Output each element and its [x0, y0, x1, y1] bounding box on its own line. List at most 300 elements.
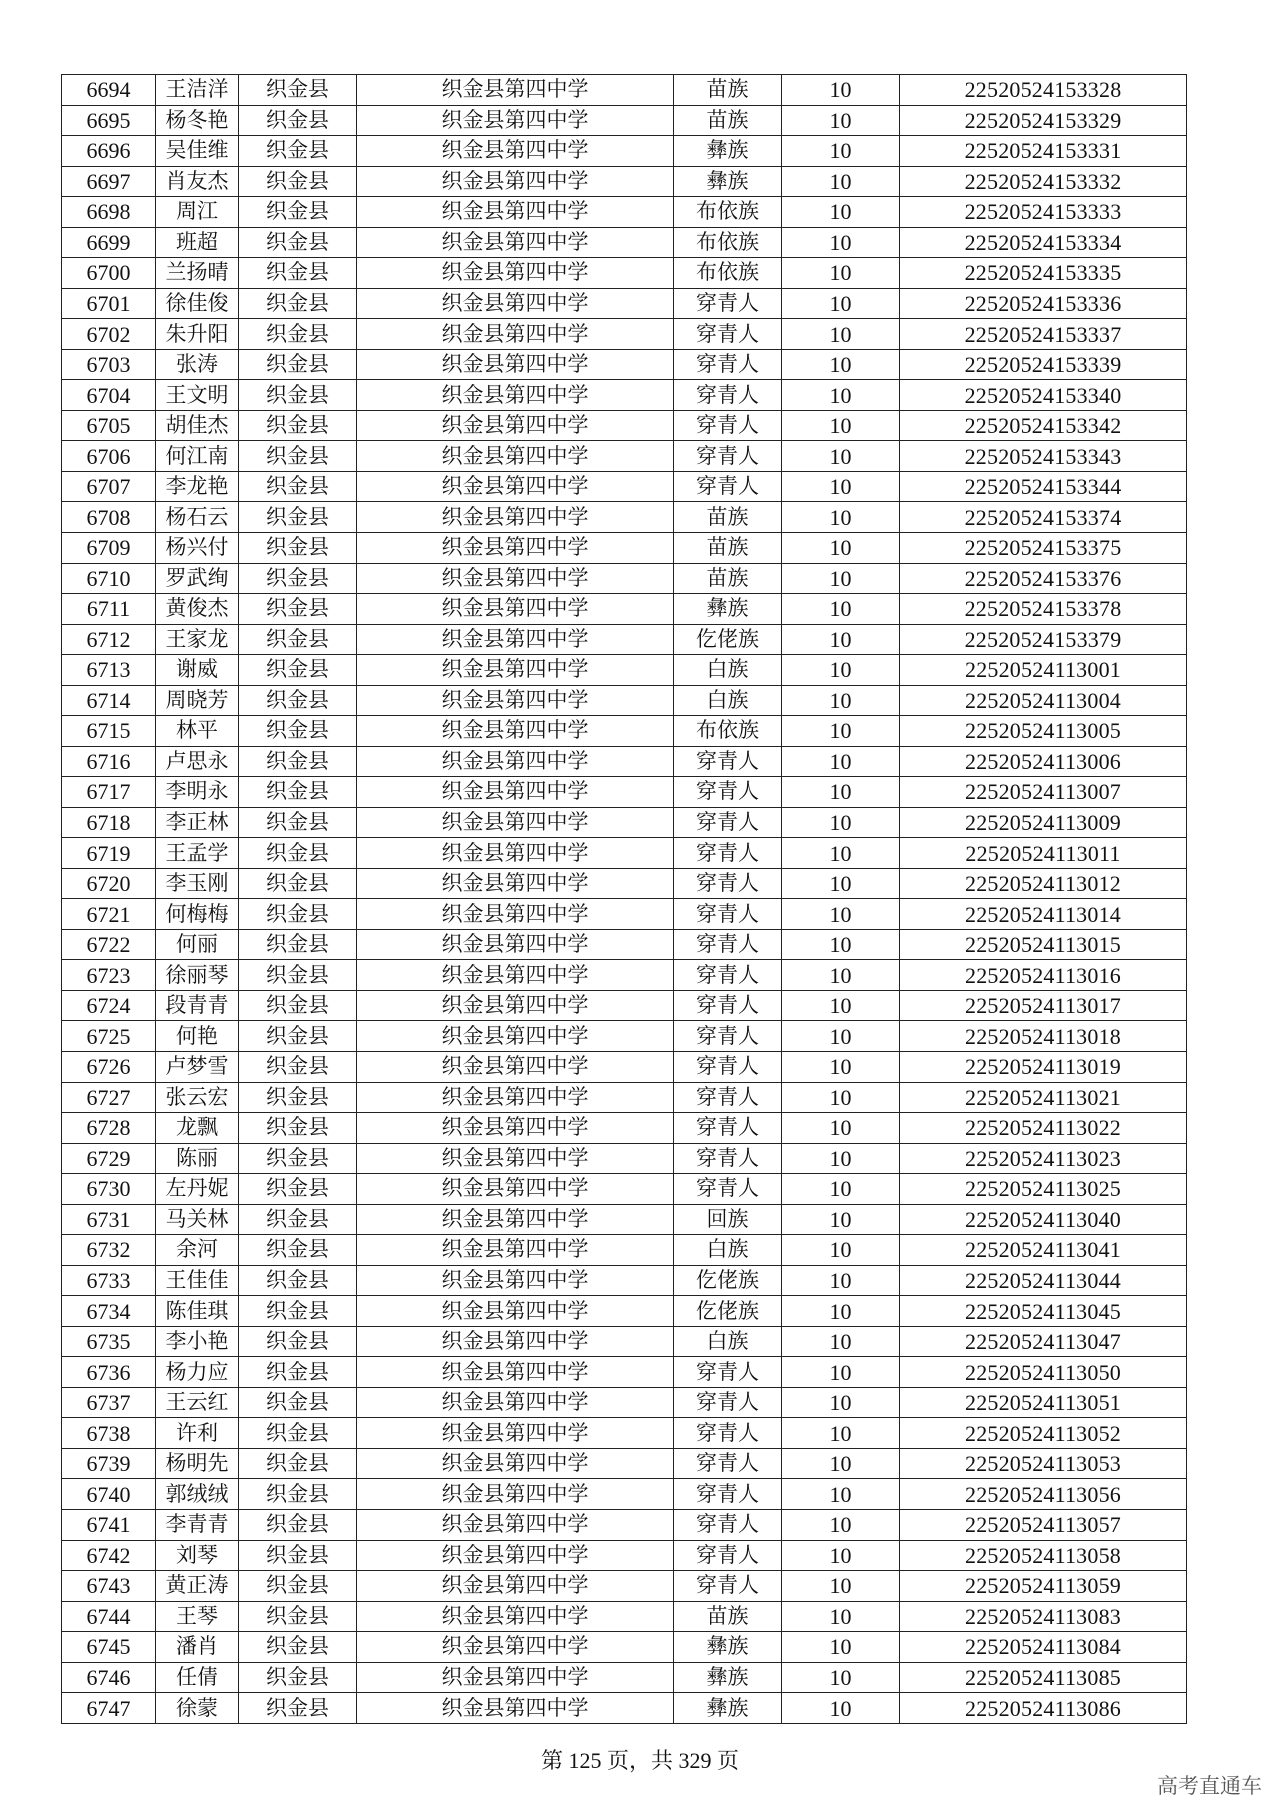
table-row — [62, 410, 1187, 441]
table-row — [62, 1479, 1187, 1510]
row-number-cell: 6710 — [62, 563, 156, 594]
student-name-cell: 马关林 — [156, 1204, 239, 1235]
student-name-cell: 余河 — [156, 1235, 239, 1266]
student-name-cell: 王琴 — [156, 1601, 239, 1632]
exam-id-cell: 22520524153376 — [900, 563, 1187, 594]
ethnicity-cell: 仡佬族 — [674, 1296, 782, 1327]
exam-id-cell: 22520524153328 — [900, 75, 1187, 106]
row-number-cell: 6716 — [62, 746, 156, 777]
grade-cell: 10 — [782, 227, 900, 258]
school-cell: 织金县第四中学 — [357, 1479, 674, 1510]
row-number-cell: 6724 — [62, 990, 156, 1021]
county-cell: 织金县 — [239, 441, 357, 472]
exam-id-cell: 22520524113014 — [900, 899, 1187, 930]
school-cell: 织金县第四中学 — [357, 746, 674, 777]
exam-id-cell: 22520524113052 — [900, 1418, 1187, 1449]
student-name-cell: 王洁洋 — [156, 75, 239, 106]
grade-cell: 10 — [782, 166, 900, 197]
ethnicity-cell: 彝族 — [674, 594, 782, 625]
row-number-cell: 6730 — [62, 1174, 156, 1205]
table-row — [62, 1052, 1187, 1083]
student-name-cell: 张涛 — [156, 349, 239, 380]
row-number-cell: 6727 — [62, 1082, 156, 1113]
county-cell: 织金县 — [239, 166, 357, 197]
county-cell: 织金县 — [239, 288, 357, 319]
school-cell: 织金县第四中学 — [357, 1693, 674, 1724]
row-number-cell: 6708 — [62, 502, 156, 533]
row-number-cell: 6701 — [62, 288, 156, 319]
row-number-cell: 6700 — [62, 258, 156, 289]
grade-cell: 10 — [782, 929, 900, 960]
ethnicity-cell: 苗族 — [674, 532, 782, 563]
exam-id-cell: 22520524113041 — [900, 1235, 1187, 1266]
table-row — [62, 1540, 1187, 1571]
exam-id-cell: 22520524113051 — [900, 1387, 1187, 1418]
county-cell: 织金县 — [239, 1296, 357, 1327]
ethnicity-cell: 穿青人 — [674, 1357, 782, 1388]
grade-cell: 10 — [782, 594, 900, 625]
ethnicity-cell: 穿青人 — [674, 899, 782, 930]
row-number-cell: 6736 — [62, 1357, 156, 1388]
ethnicity-cell: 布依族 — [674, 197, 782, 228]
exam-id-cell: 22520524153344 — [900, 471, 1187, 502]
exam-id-cell: 22520524113005 — [900, 716, 1187, 747]
row-number-cell: 6699 — [62, 227, 156, 258]
exam-id-cell: 22520524113047 — [900, 1326, 1187, 1357]
exam-id-cell: 22520524113056 — [900, 1479, 1187, 1510]
table-row — [62, 1326, 1187, 1357]
county-cell: 织金县 — [239, 899, 357, 930]
row-number-cell: 6706 — [62, 441, 156, 472]
row-number-cell: 6719 — [62, 838, 156, 869]
row-number-cell: 6726 — [62, 1052, 156, 1083]
row-number-cell: 6732 — [62, 1235, 156, 1266]
row-number-cell: 6733 — [62, 1265, 156, 1296]
grade-cell: 10 — [782, 1418, 900, 1449]
county-cell: 织金县 — [239, 777, 357, 808]
row-number-cell: 6737 — [62, 1387, 156, 1418]
exam-id-cell: 22520524153337 — [900, 319, 1187, 350]
school-cell: 织金县第四中学 — [357, 1662, 674, 1693]
exam-id-cell: 22520524113044 — [900, 1265, 1187, 1296]
table-row — [62, 1357, 1187, 1388]
county-cell: 织金县 — [239, 349, 357, 380]
row-number-cell: 6697 — [62, 166, 156, 197]
school-cell: 织金县第四中学 — [357, 1571, 674, 1602]
grade-cell: 10 — [782, 624, 900, 655]
grade-cell: 10 — [782, 1082, 900, 1113]
exam-id-cell: 22520524113022 — [900, 1113, 1187, 1144]
county-cell: 织金县 — [239, 1052, 357, 1083]
exam-id-cell: 22520524153375 — [900, 532, 1187, 563]
student-name-cell: 段青青 — [156, 990, 239, 1021]
table-row — [62, 441, 1187, 472]
exam-id-cell: 22520524113025 — [900, 1174, 1187, 1205]
row-number-cell: 6711 — [62, 594, 156, 625]
ethnicity-cell: 布依族 — [674, 227, 782, 258]
grade-cell: 10 — [782, 807, 900, 838]
page-footer: 第 125 页，共 329 页 — [540, 1748, 739, 1773]
grade-cell: 10 — [782, 1387, 900, 1418]
table-row — [62, 471, 1187, 502]
grade-cell: 10 — [782, 1113, 900, 1144]
roster-table-body — [62, 75, 1187, 1724]
school-cell: 织金县第四中学 — [357, 1509, 674, 1540]
table-row — [62, 1265, 1187, 1296]
ethnicity-cell: 穿青人 — [674, 471, 782, 502]
roster-table — [61, 74, 1187, 1724]
student-name-cell: 朱升阳 — [156, 319, 239, 350]
school-cell: 织金县第四中学 — [357, 1143, 674, 1174]
row-number-cell: 6743 — [62, 1571, 156, 1602]
county-cell: 织金县 — [239, 1479, 357, 1510]
ethnicity-cell: 穿青人 — [674, 1174, 782, 1205]
grade-cell: 10 — [782, 410, 900, 441]
school-cell: 织金县第四中学 — [357, 716, 674, 747]
student-name-cell: 杨明先 — [156, 1448, 239, 1479]
ethnicity-cell: 白族 — [674, 1235, 782, 1266]
county-cell: 织金县 — [239, 1235, 357, 1266]
student-name-cell: 李明永 — [156, 777, 239, 808]
table-row — [62, 990, 1187, 1021]
ethnicity-cell: 白族 — [674, 1326, 782, 1357]
school-cell: 织金县第四中学 — [357, 1052, 674, 1083]
grade-cell: 10 — [782, 1540, 900, 1571]
table-row — [62, 1601, 1187, 1632]
table-row — [62, 319, 1187, 350]
county-cell: 织金县 — [239, 1021, 357, 1052]
exam-id-cell: 22520524153334 — [900, 227, 1187, 258]
row-number-cell: 6702 — [62, 319, 156, 350]
school-cell: 织金县第四中学 — [357, 166, 674, 197]
ethnicity-cell: 穿青人 — [674, 380, 782, 411]
exam-id-cell: 22520524153374 — [900, 502, 1187, 533]
school-cell: 织金县第四中学 — [357, 655, 674, 686]
exam-id-cell: 22520524153379 — [900, 624, 1187, 655]
table-row — [62, 1662, 1187, 1693]
exam-id-cell: 22520524113084 — [900, 1632, 1187, 1663]
grade-cell: 10 — [782, 868, 900, 899]
exam-id-cell: 22520524113015 — [900, 929, 1187, 960]
school-cell: 织金县第四中学 — [357, 929, 674, 960]
student-name-cell: 陈佳琪 — [156, 1296, 239, 1327]
county-cell: 织金县 — [239, 594, 357, 625]
table-row — [62, 197, 1187, 228]
row-number-cell: 6703 — [62, 349, 156, 380]
exam-id-cell: 22520524113016 — [900, 960, 1187, 991]
ethnicity-cell: 穿青人 — [674, 960, 782, 991]
student-name-cell: 李小艳 — [156, 1326, 239, 1357]
ethnicity-cell: 白族 — [674, 655, 782, 686]
grade-cell: 10 — [782, 1174, 900, 1205]
student-name-cell: 胡佳杰 — [156, 410, 239, 441]
student-name-cell: 李正林 — [156, 807, 239, 838]
exam-id-cell: 22520524113007 — [900, 777, 1187, 808]
county-cell: 织金县 — [239, 1387, 357, 1418]
county-cell: 织金县 — [239, 1113, 357, 1144]
ethnicity-cell: 穿青人 — [674, 1418, 782, 1449]
county-cell: 织金县 — [239, 1509, 357, 1540]
grade-cell: 10 — [782, 1509, 900, 1540]
county-cell: 织金县 — [239, 502, 357, 533]
row-number-cell: 6709 — [62, 532, 156, 563]
ethnicity-cell: 苗族 — [674, 1601, 782, 1632]
student-name-cell: 杨冬艳 — [156, 105, 239, 136]
student-name-cell: 何梅梅 — [156, 899, 239, 930]
county-cell: 织金县 — [239, 1143, 357, 1174]
table-row — [62, 502, 1187, 533]
row-number-cell: 6713 — [62, 655, 156, 686]
student-name-cell: 杨石云 — [156, 502, 239, 533]
ethnicity-cell: 穿青人 — [674, 441, 782, 472]
student-name-cell: 张云宏 — [156, 1082, 239, 1113]
table-row — [62, 960, 1187, 991]
table-row — [62, 1571, 1187, 1602]
ethnicity-cell: 彝族 — [674, 1662, 782, 1693]
ethnicity-cell: 苗族 — [674, 502, 782, 533]
row-number-cell: 6729 — [62, 1143, 156, 1174]
school-cell: 织金县第四中学 — [357, 777, 674, 808]
grade-cell: 10 — [782, 685, 900, 716]
row-number-cell: 6712 — [62, 624, 156, 655]
exam-id-cell: 22520524113086 — [900, 1693, 1187, 1724]
exam-id-cell: 22520524153343 — [900, 441, 1187, 472]
exam-id-cell: 22520524153339 — [900, 349, 1187, 380]
row-number-cell: 6740 — [62, 1479, 156, 1510]
table-row — [62, 258, 1187, 289]
ethnicity-cell: 布依族 — [674, 716, 782, 747]
school-cell: 织金县第四中学 — [357, 1021, 674, 1052]
grade-cell: 10 — [782, 502, 900, 533]
county-cell: 织金县 — [239, 1632, 357, 1663]
student-name-cell: 徐佳俊 — [156, 288, 239, 319]
exam-id-cell: 22520524113085 — [900, 1662, 1187, 1693]
county-cell: 织金县 — [239, 1174, 357, 1205]
row-number-cell: 6722 — [62, 929, 156, 960]
county-cell: 织金县 — [239, 1204, 357, 1235]
grade-cell: 10 — [782, 197, 900, 228]
grade-cell: 10 — [782, 1235, 900, 1266]
school-cell: 织金县第四中学 — [357, 471, 674, 502]
ethnicity-cell: 穿青人 — [674, 990, 782, 1021]
ethnicity-cell: 穿青人 — [674, 1571, 782, 1602]
student-name-cell: 何丽 — [156, 929, 239, 960]
ethnicity-cell: 穿青人 — [674, 929, 782, 960]
table-row — [62, 655, 1187, 686]
county-cell: 织金县 — [239, 380, 357, 411]
student-name-cell: 林平 — [156, 716, 239, 747]
school-cell: 织金县第四中学 — [357, 502, 674, 533]
grade-cell: 10 — [782, 288, 900, 319]
exam-id-cell: 22520524153331 — [900, 136, 1187, 167]
student-name-cell: 王云红 — [156, 1387, 239, 1418]
county-cell: 织金县 — [239, 471, 357, 502]
table-row — [62, 532, 1187, 563]
exam-id-cell: 22520524113021 — [900, 1082, 1187, 1113]
school-cell: 织金县第四中学 — [357, 1601, 674, 1632]
grade-cell: 10 — [782, 380, 900, 411]
table-row — [62, 716, 1187, 747]
school-cell: 织金县第四中学 — [357, 1296, 674, 1327]
school-cell: 织金县第四中学 — [357, 532, 674, 563]
grade-cell: 10 — [782, 441, 900, 472]
student-name-cell: 何江南 — [156, 441, 239, 472]
grade-cell: 10 — [782, 1448, 900, 1479]
school-cell: 织金县第四中学 — [357, 563, 674, 594]
grade-cell: 10 — [782, 1265, 900, 1296]
grade-cell: 10 — [782, 532, 900, 563]
exam-id-cell: 22520524153335 — [900, 258, 1187, 289]
county-cell: 织金县 — [239, 105, 357, 136]
county-cell: 织金县 — [239, 716, 357, 747]
row-number-cell: 6707 — [62, 471, 156, 502]
student-name-cell: 罗武绚 — [156, 563, 239, 594]
ethnicity-cell: 苗族 — [674, 105, 782, 136]
exam-id-cell: 22520524113006 — [900, 746, 1187, 777]
exam-id-cell: 22520524113040 — [900, 1204, 1187, 1235]
school-cell: 织金县第四中学 — [357, 1082, 674, 1113]
ethnicity-cell: 穿青人 — [674, 1021, 782, 1052]
exam-id-cell: 22520524113083 — [900, 1601, 1187, 1632]
exam-id-cell: 22520524113018 — [900, 1021, 1187, 1052]
exam-id-cell: 22520524113058 — [900, 1540, 1187, 1571]
exam-id-cell: 22520524113004 — [900, 685, 1187, 716]
student-name-cell: 李青青 — [156, 1509, 239, 1540]
table-row — [62, 624, 1187, 655]
student-name-cell: 王文明 — [156, 380, 239, 411]
school-cell: 织金县第四中学 — [357, 807, 674, 838]
county-cell: 织金县 — [239, 1326, 357, 1357]
table-row — [62, 1296, 1187, 1327]
row-number-cell: 6741 — [62, 1509, 156, 1540]
table-row — [62, 563, 1187, 594]
student-name-cell: 潘肖 — [156, 1632, 239, 1663]
grade-cell: 10 — [782, 1601, 900, 1632]
grade-cell: 10 — [782, 746, 900, 777]
table-row — [62, 807, 1187, 838]
grade-cell: 10 — [782, 319, 900, 350]
school-cell: 织金县第四中学 — [357, 868, 674, 899]
student-name-cell: 左丹妮 — [156, 1174, 239, 1205]
county-cell: 织金县 — [239, 1265, 357, 1296]
county-cell: 织金县 — [239, 1693, 357, 1724]
grade-cell: 10 — [782, 1021, 900, 1052]
county-cell: 织金县 — [239, 1448, 357, 1479]
school-cell: 织金县第四中学 — [357, 685, 674, 716]
grade-cell: 10 — [782, 471, 900, 502]
student-name-cell: 徐丽琴 — [156, 960, 239, 991]
county-cell: 织金县 — [239, 1571, 357, 1602]
row-number-cell: 6695 — [62, 105, 156, 136]
school-cell: 织金县第四中学 — [357, 1204, 674, 1235]
grade-cell: 10 — [782, 1693, 900, 1724]
table-row — [62, 1387, 1187, 1418]
ethnicity-cell: 穿青人 — [674, 410, 782, 441]
ethnicity-cell: 穿青人 — [674, 777, 782, 808]
county-cell: 织金县 — [239, 1418, 357, 1449]
exam-id-cell: 22520524113017 — [900, 990, 1187, 1021]
student-name-cell: 李玉刚 — [156, 868, 239, 899]
grade-cell: 10 — [782, 563, 900, 594]
row-number-cell: 6698 — [62, 197, 156, 228]
grade-cell: 10 — [782, 1662, 900, 1693]
county-cell: 织金县 — [239, 1601, 357, 1632]
grade-cell: 10 — [782, 75, 900, 106]
ethnicity-cell: 穿青人 — [674, 1082, 782, 1113]
row-number-cell: 6738 — [62, 1418, 156, 1449]
ethnicity-cell: 穿青人 — [674, 1509, 782, 1540]
ethnicity-cell: 穿青人 — [674, 1143, 782, 1174]
row-number-cell: 6731 — [62, 1204, 156, 1235]
exam-id-cell: 22520524153332 — [900, 166, 1187, 197]
student-name-cell: 周晓芳 — [156, 685, 239, 716]
ethnicity-cell: 穿青人 — [674, 868, 782, 899]
table-row — [62, 75, 1187, 106]
school-cell: 织金县第四中学 — [357, 990, 674, 1021]
student-name-cell: 陈丽 — [156, 1143, 239, 1174]
county-cell: 织金县 — [239, 838, 357, 869]
ethnicity-cell: 穿青人 — [674, 807, 782, 838]
table-row — [62, 105, 1187, 136]
table-row — [62, 1021, 1187, 1052]
ethnicity-cell: 仡佬族 — [674, 1265, 782, 1296]
row-number-cell: 6747 — [62, 1693, 156, 1724]
ethnicity-cell: 穿青人 — [674, 1113, 782, 1144]
county-cell: 织金县 — [239, 197, 357, 228]
school-cell: 织金县第四中学 — [357, 105, 674, 136]
ethnicity-cell: 彝族 — [674, 1693, 782, 1724]
county-cell: 织金县 — [239, 258, 357, 289]
student-name-cell: 李龙艳 — [156, 471, 239, 502]
table-row — [62, 1509, 1187, 1540]
exam-id-cell: 22520524153329 — [900, 105, 1187, 136]
exam-id-cell: 22520524113001 — [900, 655, 1187, 686]
table-row — [62, 929, 1187, 960]
county-cell: 织金县 — [239, 960, 357, 991]
ethnicity-cell: 穿青人 — [674, 1540, 782, 1571]
grade-cell: 10 — [782, 1326, 900, 1357]
table-row — [62, 1632, 1187, 1663]
school-cell: 织金县第四中学 — [357, 1235, 674, 1266]
student-name-cell: 王家龙 — [156, 624, 239, 655]
ethnicity-cell: 彝族 — [674, 136, 782, 167]
row-number-cell: 6725 — [62, 1021, 156, 1052]
county-cell: 织金县 — [239, 655, 357, 686]
school-cell: 织金县第四中学 — [357, 349, 674, 380]
table-row — [62, 1693, 1187, 1724]
school-cell: 织金县第四中学 — [357, 899, 674, 930]
row-number-cell: 6720 — [62, 868, 156, 899]
student-name-cell: 刘琴 — [156, 1540, 239, 1571]
school-cell: 织金县第四中学 — [357, 136, 674, 167]
exam-id-cell: 22520524113023 — [900, 1143, 1187, 1174]
ethnicity-cell: 彝族 — [674, 1632, 782, 1663]
ethnicity-cell: 苗族 — [674, 75, 782, 106]
student-name-cell: 卢思永 — [156, 746, 239, 777]
grade-cell: 10 — [782, 258, 900, 289]
watermark-text: 高考直通车 — [1157, 1774, 1262, 1798]
row-number-cell: 6739 — [62, 1448, 156, 1479]
student-name-cell: 杨力应 — [156, 1357, 239, 1388]
student-name-cell: 周江 — [156, 197, 239, 228]
school-cell: 织金县第四中学 — [357, 1632, 674, 1663]
table-row — [62, 288, 1187, 319]
student-name-cell: 卢梦雪 — [156, 1052, 239, 1083]
grade-cell: 10 — [782, 136, 900, 167]
student-name-cell: 郭绒绒 — [156, 1479, 239, 1510]
exam-id-cell: 22520524113057 — [900, 1509, 1187, 1540]
exam-id-cell: 22520524153333 — [900, 197, 1187, 228]
